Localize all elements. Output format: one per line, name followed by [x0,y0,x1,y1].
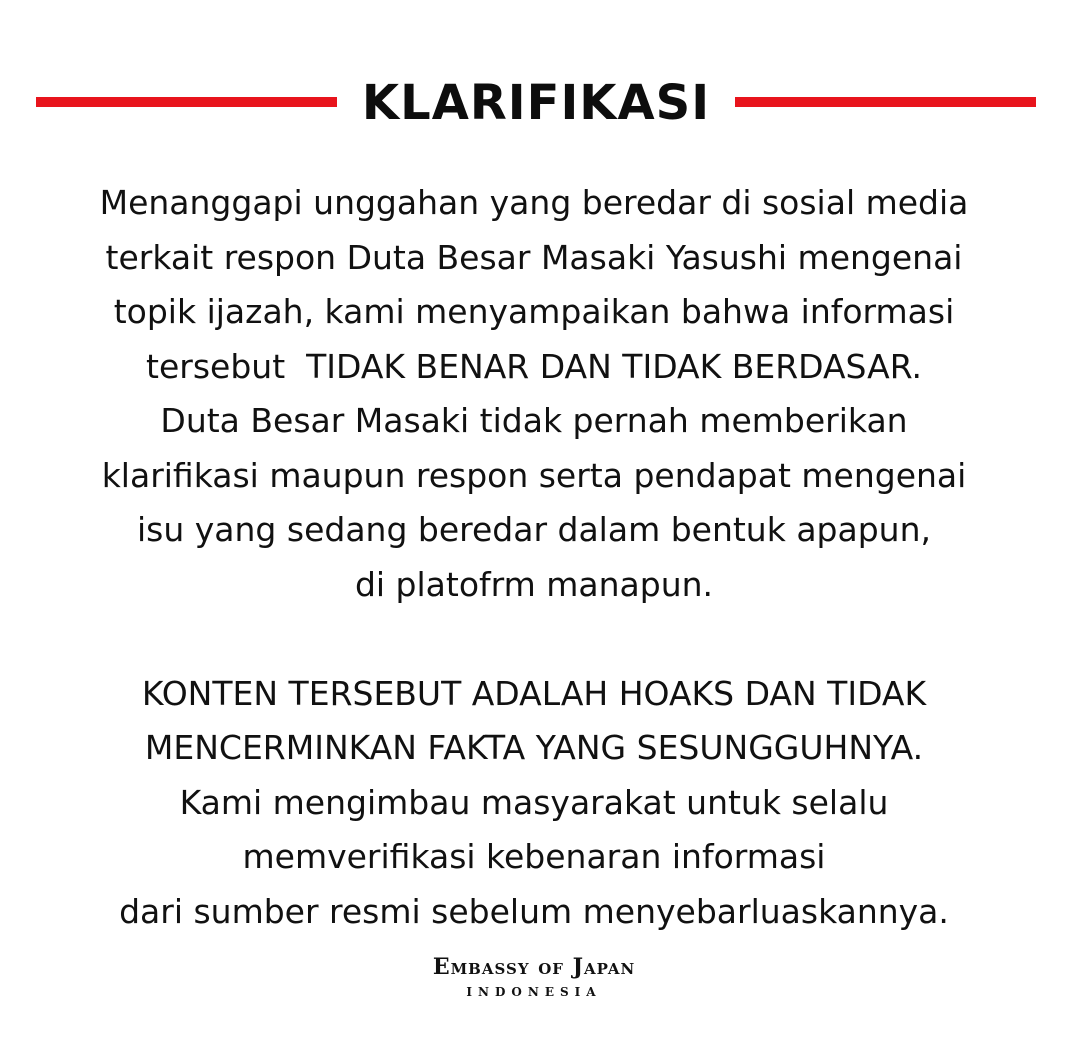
paragraph1-line: klarifikasi maupun respon serta pendapat mengenai [101,455,967,495]
paragraph2-line: MENCERMINKAN FAKTA YANG SESUNGGUHNYA. [144,728,924,767]
header [0,68,1068,138]
paragraph1-line: topik ijazah, kami menyampaikan bahwa informasi [113,292,955,331]
right-red-rule [735,97,1036,107]
page-title: KLARIFIKASI [361,75,711,131]
embassy-country: INDONESIA [466,985,602,999]
left-red-rule [36,97,337,107]
paragraph2-line: dari sumber resmi sebelum menyebarluaskannya. [119,891,949,931]
embassy-logo [0,950,1068,1000]
embassy-name: Embassy of Japan [432,954,636,980]
paragraph1-line: isu yang sedang beredar dalam bentuk apapun, [137,510,931,549]
paragraph1-line: di platofrm manapun. [354,564,714,604]
paragraph1-line: terkait respon Duta Besar Masaki Yasushi mengenai [105,237,963,277]
clarification-body [30,176,1038,939]
paragraph2-line: memverifikasi kebenaran informasi [242,837,826,876]
paragraph1-line: Duta Besar Masaki tidak pernah memberikan [160,401,908,440]
paragraph1-line: Menanggapi unggahan yang beredar di sosial media [99,183,969,222]
paragraph2-line: Kami mengimbau masyarakat untuk selalu [179,782,889,822]
paragraph-spacer [30,612,1038,667]
paragraph2-line: KONTEN TERSEBUT ADALAH HOAKS DAN TIDAK [141,673,927,713]
paragraph1-line: tersebut TIDAK BENAR DAN TIDAK BERDASAR. [146,346,922,386]
